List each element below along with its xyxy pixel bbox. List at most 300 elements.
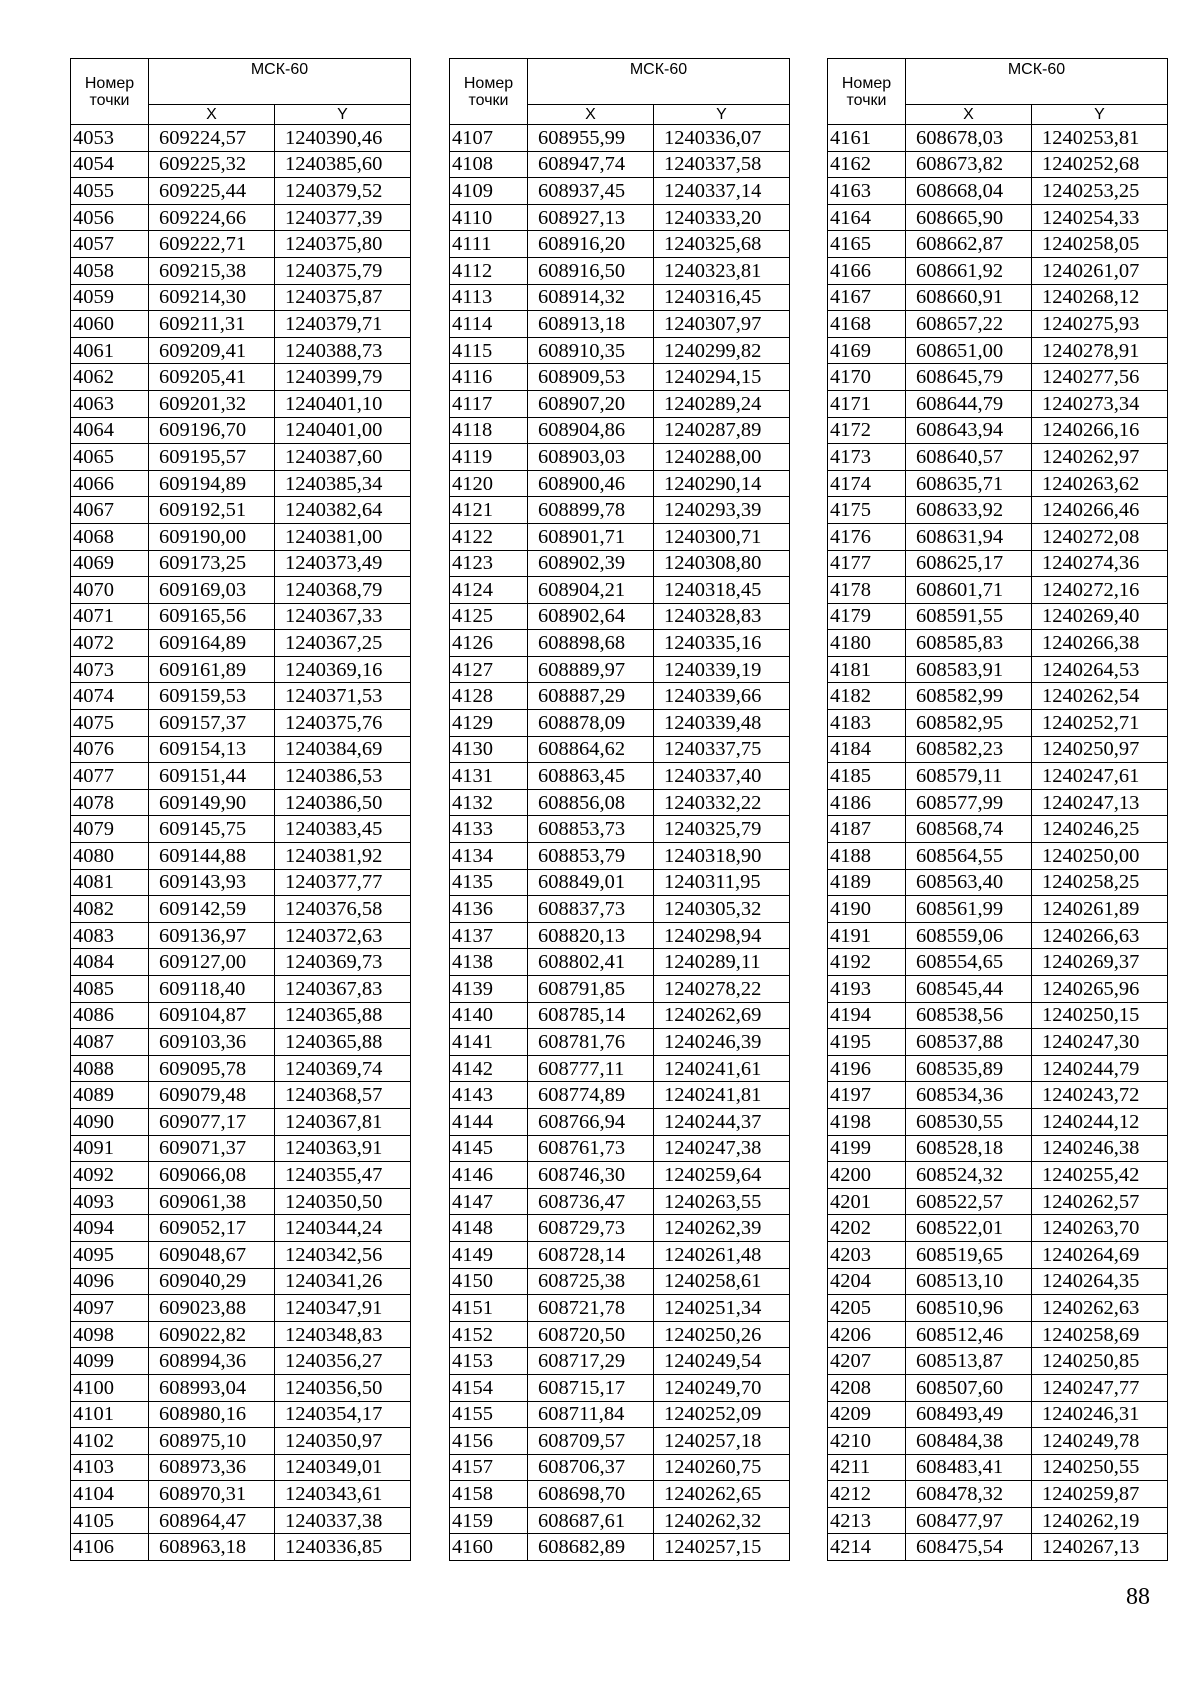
- y-coordinate-cell: 1240377,39: [275, 204, 411, 231]
- x-coordinate-cell: 608512,46: [906, 1321, 1032, 1348]
- x-coordinate-cell: 609071,37: [149, 1135, 275, 1162]
- x-coordinate-cell: 608721,78: [528, 1295, 654, 1322]
- table-row: [828, 470, 1168, 497]
- table-row: [71, 1215, 411, 1242]
- x-coordinate-cell: 608820,13: [528, 922, 654, 949]
- y-coordinate-cell: 1240382,64: [275, 497, 411, 524]
- y-coordinate-cell: 1240336,85: [275, 1534, 411, 1561]
- point-number-cell: 4056: [71, 204, 149, 231]
- table-row: [828, 204, 1168, 231]
- table-row: [71, 710, 411, 737]
- point-number-cell: 4142: [450, 1055, 528, 1082]
- y-coordinate-cell: 1240369,16: [275, 656, 411, 683]
- point-number-cell: 4206: [828, 1321, 906, 1348]
- point-number-cell: 4075: [71, 710, 149, 737]
- y-coordinate-cell: 1240371,53: [275, 683, 411, 710]
- table-row: [450, 151, 790, 178]
- point-number-cell: 4207: [828, 1348, 906, 1375]
- point-number-header: Номер точки: [450, 59, 528, 125]
- table-row: [450, 976, 790, 1003]
- coordinate-system-header: МСК-60: [906, 59, 1168, 105]
- table-row: [450, 710, 790, 737]
- x-coordinate-cell: 608579,11: [906, 763, 1032, 790]
- x-coordinate-cell: 609161,89: [149, 656, 275, 683]
- y-coordinate-cell: 1240263,70: [1032, 1215, 1168, 1242]
- point-number-cell: 4066: [71, 470, 149, 497]
- x-coordinate-cell: 608524,32: [906, 1162, 1032, 1189]
- point-number-cell: 4193: [828, 976, 906, 1003]
- point-number-cell: 4199: [828, 1135, 906, 1162]
- point-number-cell: 4156: [450, 1428, 528, 1455]
- table-row: [450, 1454, 790, 1481]
- point-number-cell: 4108: [450, 151, 528, 178]
- y-coordinate-cell: 1240268,12: [1032, 284, 1168, 311]
- point-number-cell: 4202: [828, 1215, 906, 1242]
- y-coordinate-cell: 1240289,11: [654, 949, 790, 976]
- table-row: [71, 763, 411, 790]
- point-number-cell: 4204: [828, 1268, 906, 1295]
- y-column-header: Y: [275, 105, 411, 125]
- point-number-cell: 4147: [450, 1188, 528, 1215]
- y-coordinate-cell: 1240390,46: [275, 125, 411, 152]
- x-coordinate-cell: 608678,03: [906, 125, 1032, 152]
- point-number-cell: 4112: [450, 257, 528, 284]
- x-coordinate-cell: 608582,99: [906, 683, 1032, 710]
- point-number-cell: 4172: [828, 417, 906, 444]
- point-number-cell: 4128: [450, 683, 528, 710]
- table-row: [450, 125, 790, 152]
- y-coordinate-cell: 1240254,33: [1032, 204, 1168, 231]
- table-row: [71, 1055, 411, 1082]
- y-coordinate-cell: 1240344,24: [275, 1215, 411, 1242]
- y-coordinate-cell: 1240258,25: [1032, 869, 1168, 896]
- point-number-cell: 4157: [450, 1454, 528, 1481]
- y-coordinate-cell: 1240387,60: [275, 444, 411, 471]
- table-row: [450, 1268, 790, 1295]
- x-coordinate-cell: 608864,62: [528, 736, 654, 763]
- x-coordinate-cell: 608963,18: [149, 1534, 275, 1561]
- x-coordinate-cell: 608661,92: [906, 257, 1032, 284]
- y-coordinate-cell: 1240367,83: [275, 976, 411, 1003]
- point-number-cell: 4179: [828, 603, 906, 630]
- table-row: [828, 1082, 1168, 1109]
- point-number-cell: 4123: [450, 550, 528, 577]
- y-coordinate-cell: 1240299,82: [654, 337, 790, 364]
- table-row: [71, 1188, 411, 1215]
- y-coordinate-cell: 1240337,38: [275, 1507, 411, 1534]
- point-number-cell: 4200: [828, 1162, 906, 1189]
- y-coordinate-cell: 1240323,81: [654, 257, 790, 284]
- y-coordinate-cell: 1240244,79: [1032, 1055, 1168, 1082]
- y-coordinate-cell: 1240247,38: [654, 1135, 790, 1162]
- x-coordinate-cell: 609165,56: [149, 603, 275, 630]
- table-row: [71, 1374, 411, 1401]
- point-number-cell: 4137: [450, 922, 528, 949]
- point-number-cell: 4210: [828, 1428, 906, 1455]
- y-coordinate-cell: 1240375,87: [275, 284, 411, 311]
- point-number-cell: 4201: [828, 1188, 906, 1215]
- y-coordinate-cell: 1240290,14: [654, 470, 790, 497]
- point-number-cell: 4149: [450, 1241, 528, 1268]
- point-number-cell: 4194: [828, 1002, 906, 1029]
- x-coordinate-cell: 608528,18: [906, 1135, 1032, 1162]
- table-row: [450, 470, 790, 497]
- table-row: [828, 630, 1168, 657]
- point-number-cell: 4055: [71, 178, 149, 205]
- table-row: [71, 656, 411, 683]
- point-number-cell: 4071: [71, 603, 149, 630]
- point-number-cell: 4118: [450, 417, 528, 444]
- table-row: [828, 1268, 1168, 1295]
- point-number-cell: 4148: [450, 1215, 528, 1242]
- y-coordinate-cell: 1240363,91: [275, 1135, 411, 1162]
- x-coordinate-cell: 608513,10: [906, 1268, 1032, 1295]
- point-number-cell: 4058: [71, 257, 149, 284]
- y-coordinate-cell: 1240262,19: [1032, 1507, 1168, 1534]
- x-coordinate-cell: 608665,90: [906, 204, 1032, 231]
- table-row: [450, 1241, 790, 1268]
- point-number-cell: 4130: [450, 736, 528, 763]
- table-row: [450, 630, 790, 657]
- point-number-cell: 4110: [450, 204, 528, 231]
- point-number-cell: 4190: [828, 896, 906, 923]
- point-number-cell: 4091: [71, 1135, 149, 1162]
- y-coordinate-cell: 1240250,85: [1032, 1348, 1168, 1375]
- y-coordinate-cell: 1240269,40: [1032, 603, 1168, 630]
- table-row: [450, 922, 790, 949]
- point-number-cell: 4164: [828, 204, 906, 231]
- y-coordinate-cell: 1240247,30: [1032, 1029, 1168, 1056]
- x-coordinate-cell: 608591,55: [906, 603, 1032, 630]
- x-coordinate-cell: 608711,84: [528, 1401, 654, 1428]
- table-row: [71, 683, 411, 710]
- x-coordinate-cell: 608475,54: [906, 1534, 1032, 1561]
- x-coordinate-cell: 609144,88: [149, 843, 275, 870]
- point-number-cell: 4079: [71, 816, 149, 843]
- point-number-cell: 4064: [71, 417, 149, 444]
- point-number-cell: 4072: [71, 630, 149, 657]
- table-row: [828, 1135, 1168, 1162]
- point-number-cell: 4122: [450, 523, 528, 550]
- y-coordinate-cell: 1240298,94: [654, 922, 790, 949]
- table-row: [450, 763, 790, 790]
- x-coordinate-cell: 609149,90: [149, 789, 275, 816]
- y-coordinate-cell: 1240261,48: [654, 1241, 790, 1268]
- table-row: [450, 1428, 790, 1455]
- table-row: [450, 656, 790, 683]
- x-coordinate-cell: 608993,04: [149, 1374, 275, 1401]
- y-column-header: Y: [654, 105, 790, 125]
- y-coordinate-cell: 1240278,22: [654, 976, 790, 1003]
- point-number-cell: 4062: [71, 364, 149, 391]
- x-coordinate-cell: 608736,47: [528, 1188, 654, 1215]
- y-coordinate-cell: 1240316,45: [654, 284, 790, 311]
- x-coordinate-cell: 609201,32: [149, 390, 275, 417]
- table-row: [828, 125, 1168, 152]
- y-coordinate-cell: 1240250,00: [1032, 843, 1168, 870]
- table-row: [71, 1241, 411, 1268]
- point-number-cell: 4138: [450, 949, 528, 976]
- y-coordinate-cell: 1240381,92: [275, 843, 411, 870]
- point-number-cell: 4070: [71, 577, 149, 604]
- x-coordinate-cell: 608729,73: [528, 1215, 654, 1242]
- y-coordinate-cell: 1240259,64: [654, 1162, 790, 1189]
- table-row: [450, 896, 790, 923]
- y-coordinate-cell: 1240325,79: [654, 816, 790, 843]
- y-coordinate-cell: 1240250,15: [1032, 1002, 1168, 1029]
- table-row: [828, 1401, 1168, 1428]
- table-row: [828, 1454, 1168, 1481]
- x-coordinate-cell: 608563,40: [906, 869, 1032, 896]
- point-number-cell: 4084: [71, 949, 149, 976]
- table-row: [450, 683, 790, 710]
- table-row: [71, 630, 411, 657]
- point-number-cell: 4088: [71, 1055, 149, 1082]
- y-coordinate-cell: 1240251,34: [654, 1295, 790, 1322]
- y-coordinate-cell: 1240257,18: [654, 1428, 790, 1455]
- y-coordinate-cell: 1240252,09: [654, 1401, 790, 1428]
- table-row: [71, 523, 411, 550]
- y-coordinate-cell: 1240250,55: [1032, 1454, 1168, 1481]
- x-coordinate-cell: 608899,78: [528, 497, 654, 524]
- table-row: [450, 231, 790, 258]
- x-coordinate-cell: 608715,17: [528, 1374, 654, 1401]
- x-coordinate-cell: 608554,65: [906, 949, 1032, 976]
- y-coordinate-cell: 1240258,69: [1032, 1321, 1168, 1348]
- y-coordinate-cell: 1240244,12: [1032, 1108, 1168, 1135]
- table-row: [71, 257, 411, 284]
- table-row: [71, 470, 411, 497]
- point-number-cell: 4073: [71, 656, 149, 683]
- table-row: [450, 1108, 790, 1135]
- x-coordinate-cell: 608927,13: [528, 204, 654, 231]
- y-coordinate-cell: 1240372,63: [275, 922, 411, 949]
- point-number-cell: 4174: [828, 470, 906, 497]
- y-coordinate-cell: 1240274,36: [1032, 550, 1168, 577]
- x-column-header: X: [149, 105, 275, 125]
- point-number-cell: 4185: [828, 763, 906, 790]
- y-coordinate-cell: 1240267,13: [1032, 1534, 1168, 1561]
- table-row: [71, 1029, 411, 1056]
- table-row: [71, 417, 411, 444]
- y-coordinate-cell: 1240253,81: [1032, 125, 1168, 152]
- point-number-cell: 4160: [450, 1534, 528, 1561]
- table-row: [450, 1321, 790, 1348]
- point-number-cell: 4208: [828, 1374, 906, 1401]
- x-coordinate-cell: 608973,36: [149, 1454, 275, 1481]
- y-coordinate-cell: 1240367,81: [275, 1108, 411, 1135]
- y-coordinate-cell: 1240311,95: [654, 869, 790, 896]
- x-coordinate-cell: 608910,35: [528, 337, 654, 364]
- table-row: [828, 444, 1168, 471]
- y-coordinate-cell: 1240266,38: [1032, 630, 1168, 657]
- table-row: [71, 1348, 411, 1375]
- y-coordinate-cell: 1240287,89: [654, 417, 790, 444]
- point-number-cell: 4155: [450, 1401, 528, 1428]
- table-row: [71, 1454, 411, 1481]
- x-coordinate-cell: 608478,32: [906, 1481, 1032, 1508]
- x-coordinate-cell: 609103,36: [149, 1029, 275, 1056]
- table-row: [828, 523, 1168, 550]
- x-coordinate-cell: 608717,29: [528, 1348, 654, 1375]
- point-number-cell: 4167: [828, 284, 906, 311]
- point-number-cell: 4078: [71, 789, 149, 816]
- point-number-cell: 4183: [828, 710, 906, 737]
- table-row: [450, 1135, 790, 1162]
- point-number-cell: 4161: [828, 125, 906, 152]
- x-coordinate-cell: 608914,32: [528, 284, 654, 311]
- x-coordinate-cell: 609224,57: [149, 125, 275, 152]
- table-row: [71, 949, 411, 976]
- point-number-cell: 4171: [828, 390, 906, 417]
- table-row: [828, 603, 1168, 630]
- point-number-cell: 4175: [828, 497, 906, 524]
- table-row: [71, 1162, 411, 1189]
- table-row: [828, 178, 1168, 205]
- x-coordinate-cell: 608484,38: [906, 1428, 1032, 1455]
- point-number-cell: 4092: [71, 1162, 149, 1189]
- table-row: [71, 1082, 411, 1109]
- point-number-cell: 4186: [828, 789, 906, 816]
- table-row: [828, 337, 1168, 364]
- point-number-cell: 4067: [71, 497, 149, 524]
- table-row: [828, 550, 1168, 577]
- point-number-cell: 4197: [828, 1082, 906, 1109]
- table-row: [450, 1374, 790, 1401]
- y-coordinate-cell: 1240247,77: [1032, 1374, 1168, 1401]
- point-number-cell: 4126: [450, 630, 528, 657]
- table-row: [828, 1321, 1168, 1348]
- x-coordinate-cell: 608585,83: [906, 630, 1032, 657]
- table-row: [450, 1481, 790, 1508]
- table-row: [71, 231, 411, 258]
- point-number-cell: 4144: [450, 1108, 528, 1135]
- y-coordinate-cell: 1240336,07: [654, 125, 790, 152]
- x-coordinate-cell: 609127,00: [149, 949, 275, 976]
- y-coordinate-cell: 1240365,88: [275, 1002, 411, 1029]
- x-coordinate-cell: 609225,32: [149, 151, 275, 178]
- y-coordinate-cell: 1240246,31: [1032, 1401, 1168, 1428]
- x-coordinate-cell: 608538,56: [906, 1002, 1032, 1029]
- y-coordinate-cell: 1240278,91: [1032, 337, 1168, 364]
- x-coordinate-cell: 608785,14: [528, 1002, 654, 1029]
- point-number-cell: 4203: [828, 1241, 906, 1268]
- table-row: [450, 1295, 790, 1322]
- x-coordinate-cell: 608645,79: [906, 364, 1032, 391]
- point-number-cell: 4214: [828, 1534, 906, 1561]
- x-coordinate-cell: 609196,70: [149, 417, 275, 444]
- x-column-header: X: [528, 105, 654, 125]
- point-number-cell: 4114: [450, 311, 528, 338]
- table-row: [828, 1215, 1168, 1242]
- y-coordinate-cell: 1240247,61: [1032, 763, 1168, 790]
- x-coordinate-cell: 609209,41: [149, 337, 275, 364]
- x-coordinate-cell: 608856,08: [528, 789, 654, 816]
- x-coordinate-cell: 608537,88: [906, 1029, 1032, 1056]
- x-coordinate-cell: 608802,41: [528, 949, 654, 976]
- x-coordinate-cell: 608863,45: [528, 763, 654, 790]
- y-coordinate-cell: 1240375,79: [275, 257, 411, 284]
- table-row: [828, 1534, 1168, 1561]
- point-number-cell: 4107: [450, 125, 528, 152]
- y-coordinate-cell: 1240262,39: [654, 1215, 790, 1242]
- point-number-cell: 4057: [71, 231, 149, 258]
- point-number-cell: 4095: [71, 1241, 149, 1268]
- x-coordinate-cell: 609194,89: [149, 470, 275, 497]
- table-row: [828, 1295, 1168, 1322]
- point-number-cell: 4061: [71, 337, 149, 364]
- y-coordinate-cell: 1240266,63: [1032, 922, 1168, 949]
- y-coordinate-cell: 1240401,00: [275, 417, 411, 444]
- point-number-cell: 4198: [828, 1108, 906, 1135]
- table-row: [450, 1215, 790, 1242]
- y-coordinate-cell: 1240294,15: [654, 364, 790, 391]
- x-coordinate-cell: 608889,97: [528, 656, 654, 683]
- y-coordinate-cell: 1240247,13: [1032, 789, 1168, 816]
- table-row: [828, 417, 1168, 444]
- table-row: [828, 736, 1168, 763]
- point-number-cell: 4188: [828, 843, 906, 870]
- y-coordinate-cell: 1240348,83: [275, 1321, 411, 1348]
- y-coordinate-cell: 1240367,25: [275, 630, 411, 657]
- x-coordinate-cell: 609173,25: [149, 550, 275, 577]
- point-number-header: Номер точки: [828, 59, 906, 125]
- y-coordinate-cell: 1240261,07: [1032, 257, 1168, 284]
- y-coordinate-cell: 1240368,79: [275, 577, 411, 604]
- x-coordinate-cell: 608583,91: [906, 656, 1032, 683]
- y-coordinate-cell: 1240337,75: [654, 736, 790, 763]
- table-row: [828, 763, 1168, 790]
- x-coordinate-cell: 608774,89: [528, 1082, 654, 1109]
- x-coordinate-cell: 608904,21: [528, 577, 654, 604]
- point-number-cell: 4065: [71, 444, 149, 471]
- point-number-cell: 4082: [71, 896, 149, 923]
- x-coordinate-cell: 608510,96: [906, 1295, 1032, 1322]
- y-coordinate-cell: 1240369,74: [275, 1055, 411, 1082]
- y-coordinate-cell: 1240356,50: [275, 1374, 411, 1401]
- x-coordinate-cell: 609190,00: [149, 523, 275, 550]
- table-row: [71, 497, 411, 524]
- y-coordinate-cell: 1240277,56: [1032, 364, 1168, 391]
- point-number-cell: 4195: [828, 1029, 906, 1056]
- table-row: [450, 789, 790, 816]
- table-row: [828, 710, 1168, 737]
- y-coordinate-cell: 1240305,32: [654, 896, 790, 923]
- point-number-cell: 4060: [71, 311, 149, 338]
- table-row: [828, 1055, 1168, 1082]
- x-coordinate-cell: 609104,87: [149, 1002, 275, 1029]
- table-row: [828, 869, 1168, 896]
- y-coordinate-cell: 1240252,68: [1032, 151, 1168, 178]
- y-coordinate-cell: 1240386,53: [275, 763, 411, 790]
- point-number-cell: 4127: [450, 656, 528, 683]
- table-row: [828, 151, 1168, 178]
- y-coordinate-cell: 1240373,49: [275, 550, 411, 577]
- point-number-cell: 4153: [450, 1348, 528, 1375]
- point-number-cell: 4100: [71, 1374, 149, 1401]
- table-row: [828, 257, 1168, 284]
- y-coordinate-cell: 1240318,45: [654, 577, 790, 604]
- y-coordinate-cell: 1240263,62: [1032, 470, 1168, 497]
- x-coordinate-cell: 608720,50: [528, 1321, 654, 1348]
- table-row: [450, 390, 790, 417]
- x-coordinate-cell: 609142,59: [149, 896, 275, 923]
- point-number-cell: 4115: [450, 337, 528, 364]
- x-coordinate-cell: 609154,13: [149, 736, 275, 763]
- x-coordinate-cell: 609143,93: [149, 869, 275, 896]
- y-coordinate-cell: 1240264,53: [1032, 656, 1168, 683]
- y-coordinate-cell: 1240266,46: [1032, 497, 1168, 524]
